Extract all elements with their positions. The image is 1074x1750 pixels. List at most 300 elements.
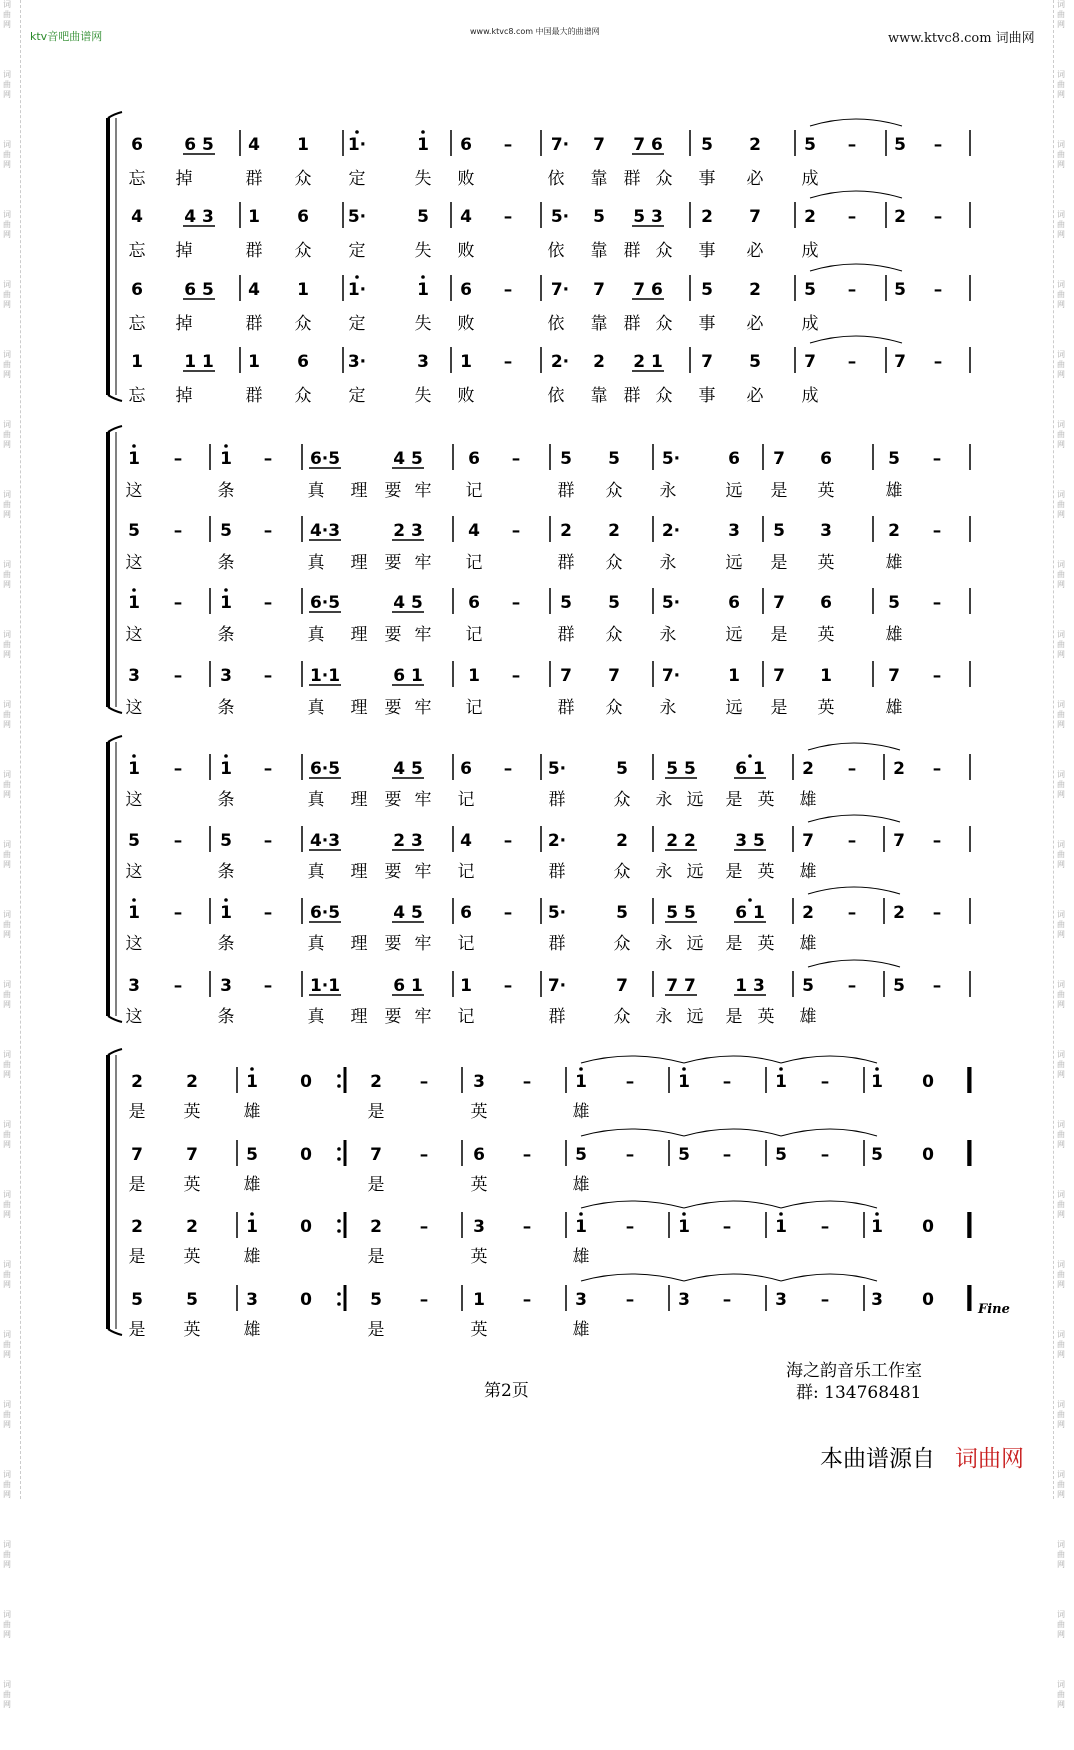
- note: 7: [370, 1145, 382, 1165]
- note: –: [263, 831, 273, 851]
- note: 4·3: [309, 831, 341, 851]
- note: 2: [186, 1217, 198, 1237]
- note: 7: [560, 666, 572, 686]
- note: 4 3: [184, 207, 214, 227]
- note: 4 5: [393, 759, 423, 779]
- note: 5: [749, 352, 761, 372]
- note: 3: [473, 1072, 485, 1092]
- lyric-syllable: 败: [457, 386, 475, 406]
- note: 1: [460, 352, 472, 372]
- lyric-syllable: 牢: [414, 481, 432, 501]
- note: 2: [131, 1217, 143, 1237]
- tie-arc: [581, 1056, 684, 1063]
- note: 1: [468, 666, 480, 686]
- high-octave-dot: [579, 1212, 583, 1216]
- lyric-syllable: 永: [659, 481, 677, 501]
- watermark-glyphs: 词 曲 网: [3, 1680, 11, 1709]
- note: –: [932, 831, 942, 851]
- note: –: [625, 1290, 635, 1310]
- note: 4 5: [393, 903, 423, 923]
- note: 0: [922, 1217, 934, 1237]
- note: –: [419, 1072, 429, 1092]
- note: 0: [300, 1072, 312, 1092]
- note: 2: [802, 903, 814, 923]
- note: 1: [246, 1217, 258, 1237]
- note: 5·: [550, 207, 570, 227]
- lyric-syllable: 事: [698, 241, 716, 261]
- note: –: [932, 666, 942, 686]
- watermark-glyphs: 词 曲 网: [3, 700, 11, 729]
- note: –: [173, 449, 183, 469]
- high-octave-dot: [421, 130, 425, 134]
- bracket-hook-top: [108, 736, 122, 742]
- note: 0: [300, 1145, 312, 1165]
- lyric-syllable: 是: [770, 553, 788, 573]
- note: –: [847, 352, 857, 372]
- note: –: [625, 1145, 635, 1165]
- watermark-glyphs: 词 曲 网: [3, 210, 11, 239]
- note: 6: [297, 352, 309, 372]
- tie-arc: [684, 1274, 781, 1281]
- lyric-syllable: 是: [770, 625, 788, 645]
- note: 2: [749, 135, 761, 155]
- note: 6: [460, 903, 472, 923]
- note: –: [820, 1072, 830, 1092]
- lyric-syllable: 雄: [799, 1007, 817, 1027]
- watermark-glyphs: 词 曲 网: [1057, 0, 1065, 29]
- tie-arc: [810, 264, 902, 271]
- note: 7: [773, 593, 785, 613]
- lyric-syllable: 这: [125, 553, 143, 573]
- lyric-syllable: 众: [294, 386, 312, 406]
- source-label: 本曲谱源自: [820, 1446, 935, 1472]
- watermark-glyphs: 词 曲 网: [3, 280, 11, 309]
- note: 5 5: [666, 903, 696, 923]
- lyric-syllable: 群: [557, 625, 575, 645]
- lyric-syllable: 是: [725, 790, 743, 810]
- note: 7: [593, 135, 605, 155]
- note: 2 3: [393, 521, 423, 541]
- note: 3: [871, 1290, 883, 1310]
- watermark-glyphs: 词 曲 网: [3, 910, 11, 939]
- lyric-syllable: 真: [307, 934, 325, 954]
- note: –: [263, 449, 273, 469]
- note: 0: [300, 1290, 312, 1310]
- header-left-site[interactable]: ktv音吧曲谱网: [30, 30, 103, 43]
- lyric-syllable: 群: [548, 862, 566, 882]
- note: –: [933, 352, 943, 372]
- note: 5: [186, 1290, 198, 1310]
- note: 5: [246, 1145, 258, 1165]
- lyric-syllable: 条: [217, 481, 235, 501]
- lyric-syllable: 依: [547, 314, 565, 334]
- high-octave-dot: [250, 1212, 254, 1216]
- lyric-syllable: 事: [698, 386, 716, 406]
- note: –: [263, 666, 273, 686]
- note: 1: [460, 976, 472, 996]
- high-octave-dot: [355, 130, 359, 134]
- note: 2: [370, 1072, 382, 1092]
- note: 3: [678, 1290, 690, 1310]
- note: 4: [248, 280, 260, 300]
- note: –: [820, 1145, 830, 1165]
- note: –: [263, 759, 273, 779]
- lyric-syllable: 牢: [414, 790, 432, 810]
- note: 5: [370, 1290, 382, 1310]
- lyric-syllable: 条: [217, 553, 235, 573]
- note: 6: [820, 449, 832, 469]
- note: 1: [297, 135, 309, 155]
- note: –: [503, 976, 513, 996]
- note: 6: [728, 593, 740, 613]
- source-site-link[interactable]: 词曲网: [955, 1446, 1024, 1472]
- note: –: [173, 759, 183, 779]
- note: 5: [616, 759, 628, 779]
- lyric-syllable: 雄: [885, 481, 903, 501]
- note: 1 1: [184, 352, 214, 372]
- note: 5: [804, 135, 816, 155]
- note: –: [511, 593, 521, 613]
- note: 1: [473, 1290, 485, 1310]
- lyric-syllable: 记: [465, 698, 483, 718]
- watermark-glyphs: 词 曲 网: [3, 70, 11, 99]
- watermark-glyphs: 词 曲 网: [3, 1050, 11, 1079]
- note: 6·5: [309, 759, 341, 779]
- lyric-syllable: 依: [547, 169, 565, 189]
- lyric-syllable: 雄: [572, 1102, 590, 1122]
- lyric-syllable: 群: [245, 241, 263, 261]
- lyric-syllable: 永: [659, 553, 677, 573]
- note: 1: [246, 1072, 258, 1092]
- note: –: [503, 135, 513, 155]
- note: –: [722, 1145, 732, 1165]
- lyric-syllable: 定: [348, 386, 366, 406]
- lyric-syllable: 群: [623, 314, 641, 334]
- lyric-syllable: 众: [294, 314, 312, 334]
- lyric-syllable: 远: [725, 625, 743, 645]
- watermark-glyphs: 词 曲 网: [3, 1610, 11, 1639]
- lyric-syllable: 定: [348, 169, 366, 189]
- lyric-syllable: 众: [613, 862, 631, 882]
- studio-group: 群: 134768481: [796, 1383, 922, 1403]
- high-octave-dot: [132, 898, 136, 902]
- note: 6 1: [393, 976, 423, 996]
- note: 6: [468, 593, 480, 613]
- note: 2: [560, 521, 572, 541]
- note: 5: [608, 449, 620, 469]
- note: 1: [220, 759, 232, 779]
- note: 5: [616, 903, 628, 923]
- note: 5·: [547, 903, 567, 923]
- note: 7: [701, 352, 713, 372]
- bracket-hook-bottom: [108, 1329, 122, 1335]
- note: 1: [871, 1217, 883, 1237]
- note: 1·: [347, 280, 367, 300]
- lyric-syllable: 众: [655, 241, 673, 261]
- watermark-glyphs: 词 曲 网: [3, 1470, 11, 1499]
- note: 7: [888, 666, 900, 686]
- lyric-syllable: 掉: [175, 169, 193, 189]
- lyric-syllable: 是: [770, 698, 788, 718]
- lyric-syllable: 雄: [885, 698, 903, 718]
- note: 5: [593, 207, 605, 227]
- lyric-syllable: 记: [465, 625, 483, 645]
- tie-arc: [781, 1201, 877, 1208]
- lyric-syllable: 这: [125, 481, 143, 501]
- lyric-syllable: 牢: [414, 698, 432, 718]
- note: 7 6: [633, 135, 663, 155]
- note: 5: [773, 521, 785, 541]
- note: 2: [802, 759, 814, 779]
- note: 2: [804, 207, 816, 227]
- lyric-syllable: 群: [557, 553, 575, 573]
- lyric-syllable: 成: [801, 314, 819, 334]
- note: 6: [297, 207, 309, 227]
- repeat-dot: [337, 1157, 341, 1161]
- lyric-syllable: 必: [746, 169, 764, 189]
- note: –: [847, 976, 857, 996]
- tie-arc: [808, 815, 900, 822]
- lyric-syllable: 英: [757, 790, 775, 810]
- lyric-syllable: 英: [470, 1247, 488, 1267]
- lyric-syllable: 是: [725, 862, 743, 882]
- lyric-syllable: 雄: [885, 625, 903, 645]
- lyric-syllable: 失: [414, 169, 432, 189]
- lyric-syllable: 英: [757, 1007, 775, 1027]
- note: 5: [608, 593, 620, 613]
- lyric-syllable: 忘: [128, 169, 146, 189]
- note: –: [847, 903, 857, 923]
- lyric-syllable: 理: [350, 790, 368, 810]
- studio-name: 海之韵音乐工作室: [786, 1361, 922, 1381]
- lyric-syllable: 英: [183, 1175, 201, 1195]
- lyric-syllable: 理: [350, 934, 368, 954]
- lyric-syllable: 这: [125, 1007, 143, 1027]
- lyric-syllable: 记: [457, 934, 475, 954]
- lyric-syllable: 众: [613, 1007, 631, 1027]
- lyric-syllable: 英: [817, 625, 835, 645]
- tie-arc: [581, 1129, 684, 1136]
- note: –: [173, 666, 183, 686]
- note: 7: [186, 1145, 198, 1165]
- lyric-syllable: 事: [698, 169, 716, 189]
- lyric-syllable: 英: [757, 862, 775, 882]
- lyric-syllable: 群: [548, 934, 566, 954]
- high-octave-dot: [355, 275, 359, 279]
- note: 3: [820, 521, 832, 541]
- note: –: [847, 135, 857, 155]
- lyric-syllable: 是: [367, 1320, 385, 1340]
- lyric-syllable: 这: [125, 698, 143, 718]
- lyric-syllable: 永: [659, 625, 677, 645]
- lyric-syllable: 众: [605, 553, 623, 573]
- repeat-dot: [337, 1302, 341, 1306]
- note: 5: [560, 593, 572, 613]
- note: 5: [128, 831, 140, 851]
- note: 3: [728, 521, 740, 541]
- high-octave-dot: [779, 1067, 783, 1071]
- note: 4 5: [393, 449, 423, 469]
- note: –: [511, 521, 521, 541]
- header-center-site[interactable]: www.ktvc8.com 中国最大的曲谱网: [470, 27, 600, 36]
- note: 2·: [547, 831, 567, 851]
- lyric-syllable: 永: [659, 698, 677, 718]
- lyric-syllable: 失: [414, 386, 432, 406]
- note: 6 1: [393, 666, 423, 686]
- note: 5: [575, 1145, 587, 1165]
- note: 2: [701, 207, 713, 227]
- tie-arc: [808, 960, 900, 967]
- note: 7: [608, 666, 620, 686]
- note: –: [933, 135, 943, 155]
- lyric-syllable: 事: [698, 314, 716, 334]
- note: –: [933, 207, 943, 227]
- watermark-glyphs: 词 曲 网: [3, 980, 11, 1009]
- lyric-syllable: 败: [457, 241, 475, 261]
- note: 3: [220, 976, 232, 996]
- note: 7·: [550, 135, 570, 155]
- note: 6: [820, 593, 832, 613]
- lyric-syllable: 掉: [175, 241, 193, 261]
- note: 1: [220, 903, 232, 923]
- note: 2·: [661, 521, 681, 541]
- watermark-glyphs: 词 曲 网: [1057, 140, 1065, 169]
- note: –: [419, 1290, 429, 1310]
- lyric-syllable: 要: [384, 553, 402, 573]
- watermark-glyphs: 词 曲 网: [1057, 1400, 1065, 1429]
- note: 7: [893, 831, 905, 851]
- lyric-syllable: 众: [655, 386, 673, 406]
- lyric-syllable: 英: [470, 1102, 488, 1122]
- header-right-site[interactable]: www.ktvc8.com 词曲网: [888, 31, 1035, 46]
- lyric-syllable: 远: [686, 934, 704, 954]
- lyric-syllable: 雄: [799, 862, 817, 882]
- watermark-glyphs: 词 曲 网: [3, 840, 11, 869]
- lyric-syllable: 要: [384, 698, 402, 718]
- lyric-syllable: 忘: [128, 314, 146, 334]
- lyric-syllable: 远: [725, 553, 743, 573]
- note: 5·: [347, 207, 367, 227]
- watermark-glyphs: 词 曲 网: [3, 1400, 11, 1429]
- note: 5: [701, 135, 713, 155]
- note: 4: [460, 207, 472, 227]
- note: 5: [894, 280, 906, 300]
- lyric-syllable: 英: [183, 1102, 201, 1122]
- watermark-glyphs: 词 曲 网: [1057, 1680, 1065, 1709]
- note: –: [522, 1290, 532, 1310]
- high-octave-dot: [224, 754, 228, 758]
- lyric-syllable: 理: [350, 698, 368, 718]
- note: 2: [893, 759, 905, 779]
- note: 2: [593, 352, 605, 372]
- lyric-syllable: 雄: [799, 934, 817, 954]
- note: –: [263, 976, 273, 996]
- note: 5·: [547, 759, 567, 779]
- note: 4: [468, 521, 480, 541]
- note: 2: [894, 207, 906, 227]
- note: 6: [131, 135, 143, 155]
- lyric-syllable: 雄: [885, 553, 903, 573]
- note: 1: [575, 1217, 587, 1237]
- lyric-syllable: 英: [817, 481, 835, 501]
- lyric-syllable: 依: [547, 386, 565, 406]
- note: 5: [802, 976, 814, 996]
- note: 5: [871, 1145, 883, 1165]
- lyric-syllable: 群: [245, 386, 263, 406]
- note: 6 5: [184, 280, 214, 300]
- lyric-syllable: 群: [623, 169, 641, 189]
- tie-arc: [810, 191, 902, 198]
- watermark-glyphs: 词 曲 网: [3, 1120, 11, 1149]
- note: 2: [893, 903, 905, 923]
- lyric-syllable: 忘: [128, 241, 146, 261]
- note: –: [419, 1145, 429, 1165]
- note: 6·5: [309, 593, 341, 613]
- note: –: [173, 521, 183, 541]
- lyric-syllable: 理: [350, 481, 368, 501]
- lyric-syllable: 要: [384, 934, 402, 954]
- lyric-syllable: 远: [725, 481, 743, 501]
- note: 5: [888, 449, 900, 469]
- note: 4·3: [309, 521, 341, 541]
- note: –: [932, 976, 942, 996]
- note: 6: [468, 449, 480, 469]
- note: 2: [888, 521, 900, 541]
- watermark-glyphs: 词 曲 网: [3, 560, 11, 589]
- note: 2 1: [633, 352, 663, 372]
- note: –: [522, 1217, 532, 1237]
- lyric-syllable: 群: [548, 790, 566, 810]
- note: 7: [131, 1145, 143, 1165]
- lyric-syllable: 是: [725, 1007, 743, 1027]
- high-octave-dot: [748, 754, 752, 758]
- bracket-hook-bottom: [108, 707, 122, 713]
- note: 5: [128, 521, 140, 541]
- high-octave-dot: [421, 275, 425, 279]
- tie-arc: [684, 1129, 781, 1136]
- note: 7·: [547, 976, 567, 996]
- note: 6: [460, 280, 472, 300]
- note: 2: [616, 831, 628, 851]
- tie-arc: [781, 1056, 877, 1063]
- note: –: [522, 1145, 532, 1165]
- lyric-syllable: 英: [757, 934, 775, 954]
- lyric-syllable: 群: [245, 169, 263, 189]
- watermark-glyphs: 词 曲 网: [3, 350, 11, 379]
- high-octave-dot: [682, 1212, 686, 1216]
- lyric-syllable: 雄: [243, 1320, 261, 1340]
- high-octave-dot: [579, 1067, 583, 1071]
- repeat-dot: [337, 1229, 341, 1233]
- watermark-glyphs: 词 曲 网: [1057, 1050, 1065, 1079]
- lyric-syllable: 真: [307, 862, 325, 882]
- lyric-syllable: 群: [557, 481, 575, 501]
- lyric-syllable: 败: [457, 314, 475, 334]
- lyric-syllable: 是: [770, 481, 788, 501]
- note: 1: [128, 449, 140, 469]
- tie-arc: [781, 1129, 877, 1136]
- note: 1: [728, 666, 740, 686]
- note: –: [173, 593, 183, 613]
- studio-credit: [786, 1360, 922, 1404]
- lyric-syllable: 远: [686, 862, 704, 882]
- note: 4: [131, 207, 143, 227]
- lyric-syllable: 记: [457, 862, 475, 882]
- note: –: [625, 1217, 635, 1237]
- note: 7: [894, 352, 906, 372]
- note: 5: [220, 831, 232, 851]
- high-octave-dot: [224, 588, 228, 592]
